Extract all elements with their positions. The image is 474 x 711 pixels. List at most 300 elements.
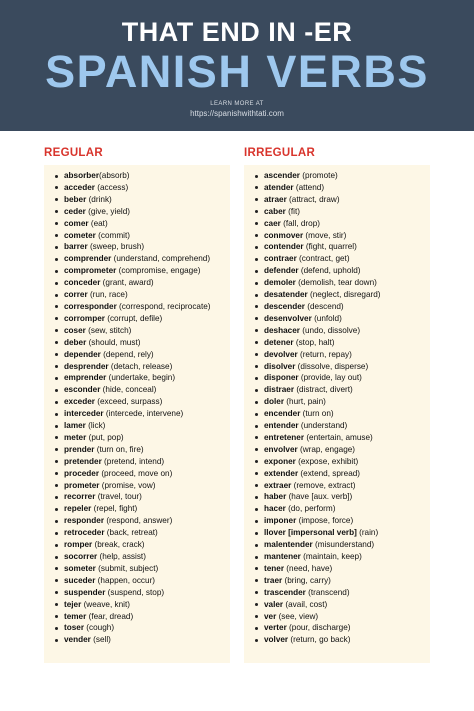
verb-text: responder (64, 516, 105, 526)
verb-text: esconder (64, 385, 101, 395)
bullet-icon (55, 282, 58, 285)
list-item (244, 503, 430, 515)
verb-text: atraer (264, 194, 287, 204)
verb-meaning: (depend, rely) (100, 349, 154, 359)
verb-meaning: (undertake, begin) (106, 373, 176, 383)
verb-text: comer (64, 218, 89, 228)
verb-text: imponer (264, 516, 297, 526)
verb-meaning: (drink) (86, 194, 112, 204)
verb-meaning: (maintain, keep) (300, 552, 362, 561)
bullet-icon (255, 532, 258, 535)
list-item (244, 575, 430, 587)
verb-meaning: (return, repay) (297, 349, 352, 359)
list-item (244, 563, 430, 575)
list-item (244, 599, 430, 611)
verb-text: descender (264, 301, 305, 311)
bullet-icon (255, 222, 258, 225)
list-item (44, 384, 230, 396)
list-item (44, 468, 230, 480)
verb-text: deber (64, 337, 87, 347)
verb-meaning: (expose, exhibit) (295, 456, 359, 466)
bullet-icon (255, 401, 258, 404)
list-item (44, 622, 230, 634)
bullet-icon (255, 639, 258, 642)
bullet-icon (55, 639, 58, 642)
verb-meaning: (weave, knit) (81, 599, 130, 609)
verb-text: suceder (64, 575, 96, 585)
bullet-icon (255, 198, 258, 201)
list-item (244, 468, 430, 480)
verb-meaning: (attend) (293, 182, 325, 192)
verb-meaning: (fear, dread) (86, 611, 134, 621)
verb-meaning: (detach, release) (108, 361, 173, 371)
verb-text: conceder (64, 278, 101, 288)
list-item (244, 408, 430, 420)
bullet-icon (255, 448, 258, 451)
verb-meaning: (transcend) (305, 587, 350, 597)
bullet-icon (255, 341, 258, 344)
list-item (44, 170, 230, 182)
verb-text: deshacer (264, 325, 300, 335)
verb-meaning: (absorb) (99, 171, 130, 180)
verb-text: absorber (64, 171, 100, 180)
verb-meaning: (run, race) (87, 290, 128, 300)
verb-text: interceder (64, 409, 104, 419)
verb-text: exceder (64, 397, 95, 407)
bullet-icon (255, 305, 258, 308)
verb-meaning: (fight, quarrel) (303, 242, 357, 252)
bullet-icon (55, 341, 58, 344)
verb-text: traer (264, 575, 283, 585)
list-item (44, 408, 230, 420)
verb-meaning: (repel, fight) (91, 504, 138, 514)
bullet-icon (255, 329, 258, 332)
verb-text: proceder (64, 468, 100, 478)
verb-meaning: (dissolve, disperse) (295, 361, 369, 371)
list-item (44, 241, 230, 253)
verb-meaning: (respond, answer) (104, 516, 173, 526)
bullet-icon (55, 365, 58, 368)
list-item (244, 289, 430, 301)
verb-meaning: (avail, cost) (283, 599, 328, 609)
verb-text: barrer (64, 242, 88, 252)
list-item (244, 396, 430, 408)
list-item (244, 515, 430, 527)
verb-meaning: (help, assist) (97, 552, 146, 561)
verb-text: verter (264, 623, 287, 633)
list-item (44, 503, 230, 515)
verb-meaning: (promote) (299, 171, 338, 180)
bullet-icon (55, 567, 58, 570)
bullet-icon (55, 591, 58, 594)
verb-text: emprender (64, 373, 107, 383)
list-item (244, 420, 430, 432)
verb-meaning: (contract, get) (296, 254, 350, 264)
list-item (44, 313, 230, 325)
bullet-icon (255, 282, 258, 285)
verb-text: ascender (264, 171, 300, 180)
verb-text: defender (264, 266, 299, 276)
list-item (44, 253, 230, 265)
list-item (44, 349, 230, 361)
list-item (244, 182, 430, 194)
bullet-icon (255, 365, 258, 368)
bullet-icon (255, 210, 258, 213)
list-item (44, 218, 230, 230)
verb-text: trascender (264, 587, 306, 597)
bullet-icon (55, 305, 58, 308)
verb-meaning: (distract, divert) (294, 385, 353, 395)
verb-meaning: (commit) (95, 230, 130, 240)
bullet-icon (255, 425, 258, 428)
bullet-icon (255, 603, 258, 606)
verb-meaning: (promise, vow) (99, 480, 156, 490)
regular-verb-list (44, 165, 230, 663)
verb-text: malentender (264, 540, 313, 550)
list-item (244, 587, 430, 599)
verb-text: desprender (64, 361, 109, 371)
verb-text: suspender (64, 587, 106, 597)
bullet-icon (55, 508, 58, 511)
verb-meaning: (wrap, engage) (297, 444, 356, 454)
list-item (244, 337, 430, 349)
verb-meaning: (travel, tour) (95, 492, 142, 502)
verb-meaning: (understand) (298, 421, 348, 431)
bullet-icon (255, 615, 258, 618)
subtitle-heading: THAT END IN -ER (121, 17, 353, 47)
list-item (44, 587, 230, 599)
verb-text: caer (264, 218, 281, 228)
verb-meaning: (unfold) (311, 313, 342, 323)
verb-meaning: (hide, conceal) (100, 385, 157, 395)
list-item (44, 515, 230, 527)
bullet-icon (55, 615, 58, 618)
verb-meaning: (have [aux. verb]) (286, 492, 353, 502)
verb-meaning: (lick) (85, 421, 106, 431)
list-item (244, 384, 430, 396)
bullet-icon (255, 556, 258, 559)
bullet-icon (55, 413, 58, 416)
verb-text: pretender (64, 456, 102, 466)
verb-meaning: (corrupt, defile) (104, 313, 163, 323)
verb-meaning: (should, must) (86, 337, 141, 347)
verb-meaning: (exceed, surpass) (94, 397, 163, 407)
list-item (44, 491, 230, 503)
bullet-icon (55, 436, 58, 439)
list-item (44, 480, 230, 492)
bullet-icon (255, 627, 258, 630)
bullet-icon (255, 389, 258, 392)
list-item (244, 551, 430, 563)
verb-text: comprender (64, 254, 112, 264)
bullet-icon (255, 567, 258, 570)
verb-meaning: (sell) (90, 635, 111, 645)
bullet-icon (55, 258, 58, 261)
list-item (244, 480, 430, 492)
list-item (244, 611, 430, 623)
verb-text: acceder (64, 182, 95, 192)
bullet-icon (55, 484, 58, 487)
verb-text: hacer (264, 504, 286, 514)
verb-text: ceder (64, 206, 86, 216)
verb-meaning: (pour, discharge) (286, 623, 351, 633)
bullet-icon (55, 448, 58, 451)
verb-text: entretener (264, 432, 305, 442)
verb-meaning: (understand, comprehend) (111, 254, 211, 264)
list-item (244, 372, 430, 384)
verb-text: recorrer (64, 492, 96, 502)
verb-text: ver (264, 611, 277, 621)
verb-text: lamer (64, 421, 86, 431)
verb-meaning: (break, crack) (92, 540, 145, 550)
bullet-icon (255, 186, 258, 189)
list-item (44, 420, 230, 432)
verb-meaning: (bring, carry) (282, 575, 331, 585)
verb-meaning: (turn on) (300, 409, 334, 419)
bullet-icon (55, 222, 58, 225)
verb-text: disolver (264, 361, 296, 371)
irregular-section-title: IRREGULAR (244, 147, 316, 159)
verb-text: cometer (64, 230, 96, 240)
verb-text: corresponder (64, 301, 117, 311)
verb-text: distraer (264, 385, 295, 395)
list-item (44, 432, 230, 444)
verb-text: tejer (64, 599, 82, 609)
list-item (44, 265, 230, 277)
bullet-icon (55, 175, 58, 178)
list-item (244, 622, 430, 634)
verb-text: mantener (264, 552, 301, 561)
verb-text: vender (64, 635, 91, 645)
bullet-icon (55, 294, 58, 297)
list-item (244, 194, 430, 206)
bullet-icon (255, 258, 258, 261)
list-item (44, 456, 230, 468)
verb-meaning: (descend) (304, 301, 344, 311)
list-item (244, 491, 430, 503)
list-item (44, 444, 230, 456)
verb-meaning: (undo, dissolve) (299, 325, 361, 335)
verb-meaning: (sew, stitch) (85, 325, 132, 335)
verb-text: desenvolver (264, 313, 312, 323)
list-item (244, 432, 430, 444)
bullet-icon (255, 246, 258, 249)
verb-meaning: (eat) (88, 218, 108, 228)
list-item (44, 396, 230, 408)
verb-meaning: (do, perform) (285, 504, 336, 514)
list-item (244, 301, 430, 313)
bullet-icon (255, 294, 258, 297)
verb-text: someter (64, 563, 96, 573)
verb-meaning: (need, have) (284, 563, 333, 573)
list-item (44, 634, 230, 646)
verb-meaning: (compromise, engage) (116, 266, 201, 276)
verb-text: retroceder (64, 528, 105, 538)
verb-text: depender (64, 349, 101, 359)
regular-section-title: REGULAR (44, 147, 103, 159)
bullet-icon (55, 532, 58, 535)
bullet-icon (255, 591, 258, 594)
bullet-icon (55, 603, 58, 606)
verb-meaning: (suspend, stop) (105, 587, 165, 597)
verb-text: contender (264, 242, 304, 252)
verb-text: temer (64, 611, 87, 621)
verb-meaning: (access) (94, 182, 129, 192)
bullet-icon (255, 270, 258, 273)
list-item (44, 361, 230, 373)
verb-text: extraer (264, 480, 292, 490)
verb-text: volver (264, 635, 289, 645)
list-item (44, 301, 230, 313)
bullet-icon (55, 544, 58, 547)
verb-text: disponer (264, 373, 299, 383)
verb-text: envolver (264, 444, 298, 454)
verb-text: tener (264, 563, 285, 573)
verb-meaning: (move, stir) (303, 230, 347, 240)
bullet-icon (255, 353, 258, 356)
verb-meaning: (correspond, reciprocate) (116, 301, 211, 311)
verb-meaning: (provide, lay out) (298, 373, 362, 383)
list-item (44, 551, 230, 563)
bullet-icon (55, 186, 58, 189)
bullet-icon (55, 246, 58, 249)
bullet-icon (55, 496, 58, 499)
verb-text: repeler (64, 504, 92, 514)
list-item (44, 539, 230, 551)
verb-text: haber (264, 492, 287, 502)
verb-meaning: (grant, award) (100, 278, 154, 288)
bullet-icon (55, 234, 58, 237)
bullet-icon (55, 377, 58, 380)
list-item (44, 289, 230, 301)
list-item (44, 527, 230, 539)
bullet-icon (55, 425, 58, 428)
bullet-icon (55, 460, 58, 463)
verb-meaning: (rain) (356, 528, 379, 538)
list-item (244, 456, 430, 468)
verb-text: prometer (64, 480, 100, 490)
list-item (244, 230, 430, 242)
verb-text: entender (264, 421, 299, 431)
bullet-icon (255, 520, 258, 523)
verb-meaning: (turn on, fire) (94, 444, 144, 454)
verb-text: devolver (264, 349, 298, 359)
verb-text: extender (264, 468, 299, 478)
list-item (244, 265, 430, 277)
bullet-icon (55, 198, 58, 201)
verb-text: conmover (264, 230, 304, 240)
verb-meaning: (fit) (285, 206, 300, 216)
verb-text: doler (264, 397, 285, 407)
verb-text: prender (64, 444, 95, 454)
verb-meaning: (entertain, amuse) (304, 432, 373, 442)
bullet-icon (55, 210, 58, 213)
bullet-icon (255, 496, 258, 499)
bullet-icon (255, 413, 258, 416)
list-item (44, 182, 230, 194)
verb-meaning: (cough) (84, 623, 115, 633)
bullet-icon (55, 520, 58, 523)
list-item (44, 599, 230, 611)
list-item (44, 337, 230, 349)
verb-meaning: (submit, subject) (95, 563, 159, 573)
list-item (44, 611, 230, 623)
verb-meaning: (proceed, move on) (99, 468, 173, 478)
website-link[interactable]: https://spanishwithtati.com (190, 109, 284, 118)
verb-text: demoler (264, 278, 296, 288)
verb-meaning: (fall, drop) (280, 218, 320, 228)
bullet-icon (255, 317, 258, 320)
verb-text: beber (64, 194, 87, 204)
bullet-icon (55, 556, 58, 559)
verb-meaning: (put, pop) (86, 432, 124, 442)
verb-meaning: (impose, force) (296, 516, 354, 526)
list-item (244, 253, 430, 265)
bullet-icon (255, 508, 258, 511)
verb-text: romper (64, 540, 93, 550)
verb-meaning: (pretend, intend) (101, 456, 165, 466)
verb-meaning: (stop, halt) (293, 337, 335, 347)
verb-text: encender (264, 409, 301, 419)
verb-text: coser (64, 325, 86, 335)
list-item (244, 313, 430, 325)
verb-text: socorrer (64, 552, 98, 561)
verb-meaning: (defend, uphold) (298, 266, 361, 276)
learn-more-label: LEARN MORE AT (210, 101, 264, 107)
verb-text: meter (64, 432, 87, 442)
bullet-icon (55, 579, 58, 582)
list-item (244, 634, 430, 646)
bullet-icon (55, 329, 58, 332)
main-heading: SPANISH VERBS (45, 46, 429, 97)
list-item (244, 539, 430, 551)
list-item (44, 325, 230, 337)
verb-meaning: (happen, occur) (95, 575, 156, 585)
bullet-icon (55, 353, 58, 356)
bullet-icon (255, 436, 258, 439)
verb-text: exponer (264, 456, 296, 466)
verb-meaning: (demolish, tear down) (295, 278, 377, 288)
verb-meaning: (see, view) (276, 611, 319, 621)
list-item (244, 444, 430, 456)
verb-meaning: (give, yield) (85, 206, 130, 216)
verb-text: contraer (264, 254, 297, 264)
list-item (244, 527, 430, 539)
verb-text: caber (264, 206, 286, 216)
bullet-icon (55, 317, 58, 320)
list-item (44, 575, 230, 587)
bullet-icon (255, 460, 258, 463)
verb-meaning: (sweep, brush) (87, 242, 145, 252)
bullet-icon (55, 401, 58, 404)
list-item (44, 230, 230, 242)
bullet-icon (255, 175, 258, 178)
verb-text: valer (264, 599, 284, 609)
verb-meaning: (neglect, disregard) (307, 290, 381, 300)
irregular-verb-list (244, 165, 430, 663)
bullet-icon (255, 234, 258, 237)
verb-text: comprometer (64, 266, 117, 276)
header-banner (0, 0, 474, 131)
bullet-icon (255, 484, 258, 487)
list-item (244, 277, 430, 289)
list-item (244, 218, 430, 230)
verb-meaning: (intercede, intervene) (103, 409, 184, 419)
verb-meaning: (back, retreat) (104, 528, 158, 538)
verb-text: toser (64, 623, 85, 633)
list-item (44, 194, 230, 206)
bullet-icon (255, 472, 258, 475)
